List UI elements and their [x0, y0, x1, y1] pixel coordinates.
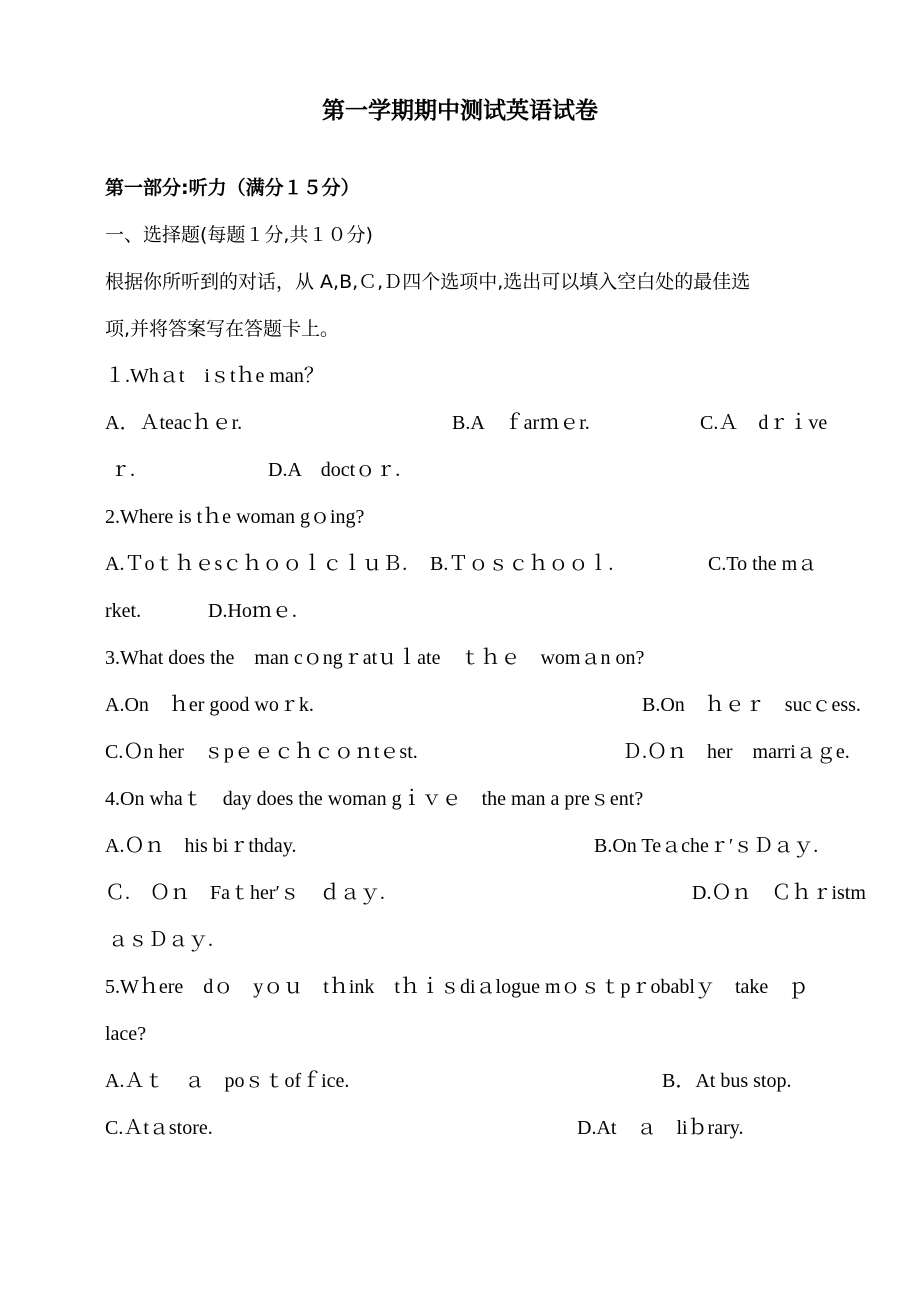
- q4-option-d-cont: ａｓＤａｙ.: [108, 929, 213, 951]
- q1-option-d: D.A doctｏｒ.: [268, 459, 401, 481]
- q5-option-a: A.Ａｔ ａ poｓｔofｆice.: [105, 1070, 350, 1092]
- question-2: 2.Where is tｈe woman gｏing?: [105, 506, 365, 528]
- q4-option-d: D.Ｏｎ Ｃｈｒistm: [692, 882, 866, 904]
- question-1: １.Whａt iｓtｈe man？: [105, 365, 324, 387]
- question-3: 3.What does the man cｏngｒatｕｌate ｔｈｅ womａn on?: [105, 647, 645, 669]
- question-5-cont: lace?: [105, 1023, 147, 1045]
- q5-option-b: B．At bus stop.: [662, 1070, 792, 1092]
- q4-option-c: Ｃ. Ｏｎ Faｔher′ｓ ｄａｙ.: [105, 882, 385, 904]
- q3-option-c: C.Ｏn her ｓpｅｅｃｈｃｏｎtｅst.: [105, 741, 418, 763]
- q5-option-c: C.Ａtａstore.: [105, 1117, 213, 1139]
- q2-option-a: A.ＴoｔｈｅsｃｈｏｏｌｃｌｕＢ.: [105, 553, 408, 575]
- q3-option-b: B.On ｈｅｒ sucｃess.: [642, 694, 861, 716]
- q2-option-b: B.Ｔｏｓｃｈｏｏｌ.: [430, 553, 614, 575]
- question-5: 5.Wｈere dｏ yｏｕ tｈink tｈｉｓdiａlogue mｏｓｔpｒobablｙ take ｐ: [105, 976, 809, 998]
- part1-heading: 第一部分:听力（满分１５分）: [105, 177, 360, 199]
- q2-option-c: C.To the mａ: [708, 553, 818, 575]
- q3-option-d: Ｄ.Ｏｎ her marriａｇe.: [622, 741, 850, 763]
- page-title: 第一学期期中测试英语试卷: [322, 98, 598, 124]
- question-4: 4.On whaｔ day does the woman gｉｖｅ the man a preｓent?: [105, 788, 644, 810]
- instructions-line-1: 根据你所听到的对话，从 A,B,Ｃ,Ｄ四个选项中,选出可以填入空白处的最佳选: [105, 271, 751, 293]
- q5-option-d: D.At ａ liｂrary.: [577, 1117, 744, 1139]
- q2-option-c-cont: rket.: [105, 600, 142, 622]
- q4-option-a: A.Ｏｎ his biｒthday.: [105, 835, 297, 857]
- instructions-line-2: 项,并将答案写在答题卡上。: [105, 318, 340, 340]
- q1-option-b: B.A ｆarｍｅr.: [452, 412, 590, 434]
- q1-option-a: A．Ａteacｈｅr.: [105, 412, 243, 434]
- q4-option-b: B.On Teａcheｒ′ｓＤａｙ.: [594, 835, 819, 857]
- q2-option-d: D.Hoｍｅ.: [208, 600, 297, 622]
- q1-option-c: C.Ａ dｒｉve: [700, 412, 828, 434]
- q1-option-c-cont: ｒ.: [110, 459, 135, 481]
- q3-option-a: A.On ｈer good woｒk.: [105, 694, 314, 716]
- section1-heading: 一、选择题(每题１分,共１０分): [105, 224, 373, 246]
